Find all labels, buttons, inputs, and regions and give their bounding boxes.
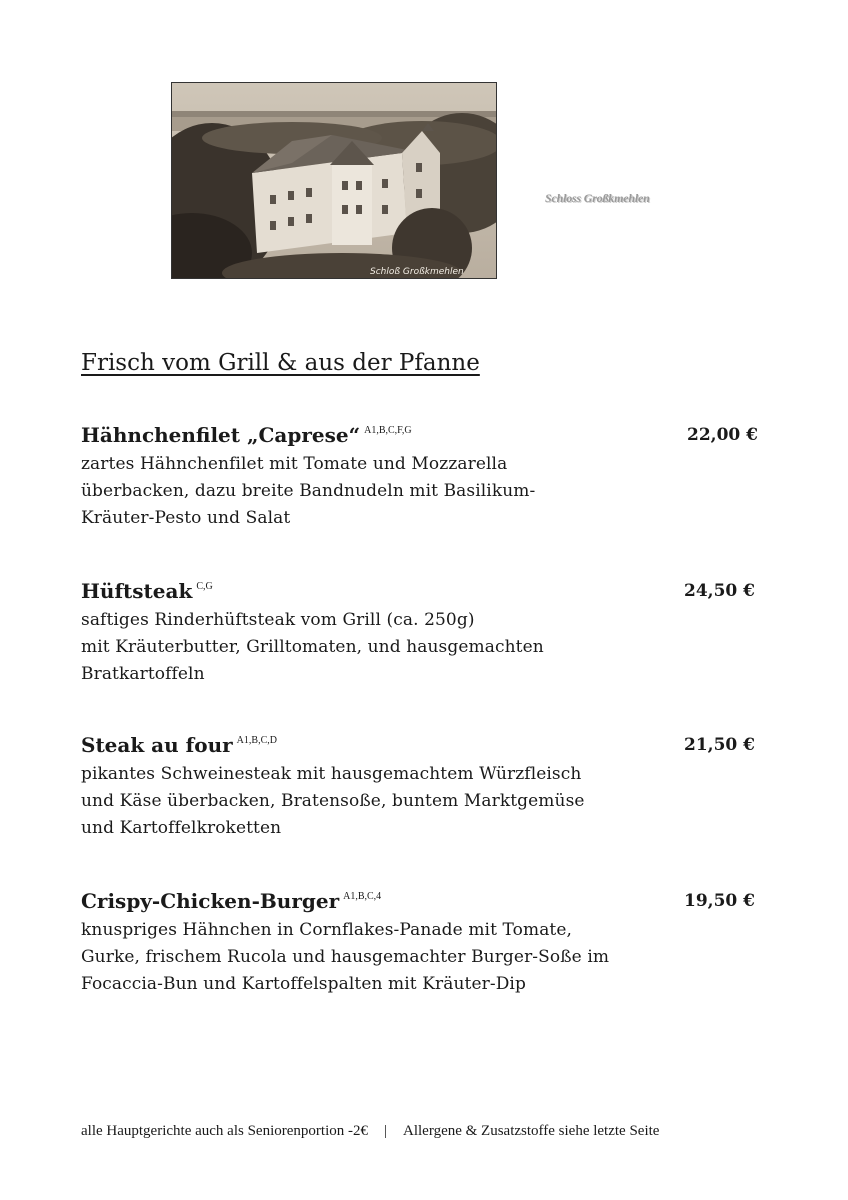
castle-photo [171, 82, 497, 279]
dish-allergens: C,G [196, 581, 213, 592]
dish-item [81, 733, 771, 842]
dish-description: zartes Hähnchenfilet mit Tomate und Mozzarella überbacken, dazu breite Bandnudeln mit Basilikum- Kräuter-Pesto und Salat [81, 454, 536, 528]
footer-note [81, 1123, 659, 1140]
dish-allergens: A1,B,C,D [236, 735, 277, 746]
footer-separator: | [384, 1123, 388, 1139]
dish-name: Steak au four [81, 733, 233, 757]
dish-description: saftiges Rinderhüftsteak vom Grill (ca. 250g) mit Kräuterbutter, Grilltomaten, und hausgemachten Bratkartoffeln [81, 610, 544, 684]
dish-name: Hähnchenfilet „Caprese“ [81, 423, 361, 447]
dish-item [81, 423, 771, 532]
dish-allergens: A1,B,C,4 [343, 891, 382, 902]
dish-description: knuspriges Hähnchen in Cornflakes-Panade mit Tomate, Gurke, frischem Rucola und hausgemachter Burger-Soße im Focaccia-Bun und Kartoffelspalten mit Kräuter-Dip [81, 920, 610, 994]
section-title: Frisch vom Grill & aus der Pfanne [81, 350, 480, 376]
footer-senior-note: alle Hauptgerichte auch als Seniorenportion -2€ [81, 1123, 368, 1139]
photo-caption: Schloss Großkmehlen [545, 191, 650, 205]
dish-price: 22,00 € [687, 425, 758, 445]
photo-label: Schloß Großkmehlen [370, 267, 464, 277]
dish-description: pikantes Schweinesteak mit hausgemachtem Würzfleisch und Käse überbacken, Bratensoße, buntem Marktgemüse und Kartoffelkroketten [81, 764, 585, 838]
dish-allergens: A1,B,C,F,G [364, 425, 412, 436]
footer-allergen-note: Allergene & Zusatzstoffe siehe letzte Seite [403, 1123, 660, 1139]
dish-price: 24,50 € [684, 581, 755, 601]
dish-price: 21,50 € [684, 735, 755, 755]
dish-item [81, 889, 771, 998]
dish-name: Crispy-Chicken-Burger [81, 889, 340, 913]
dish-name: Hüftsteak [81, 579, 193, 603]
dish-item [81, 579, 771, 688]
dish-price: 19,50 € [684, 891, 755, 911]
